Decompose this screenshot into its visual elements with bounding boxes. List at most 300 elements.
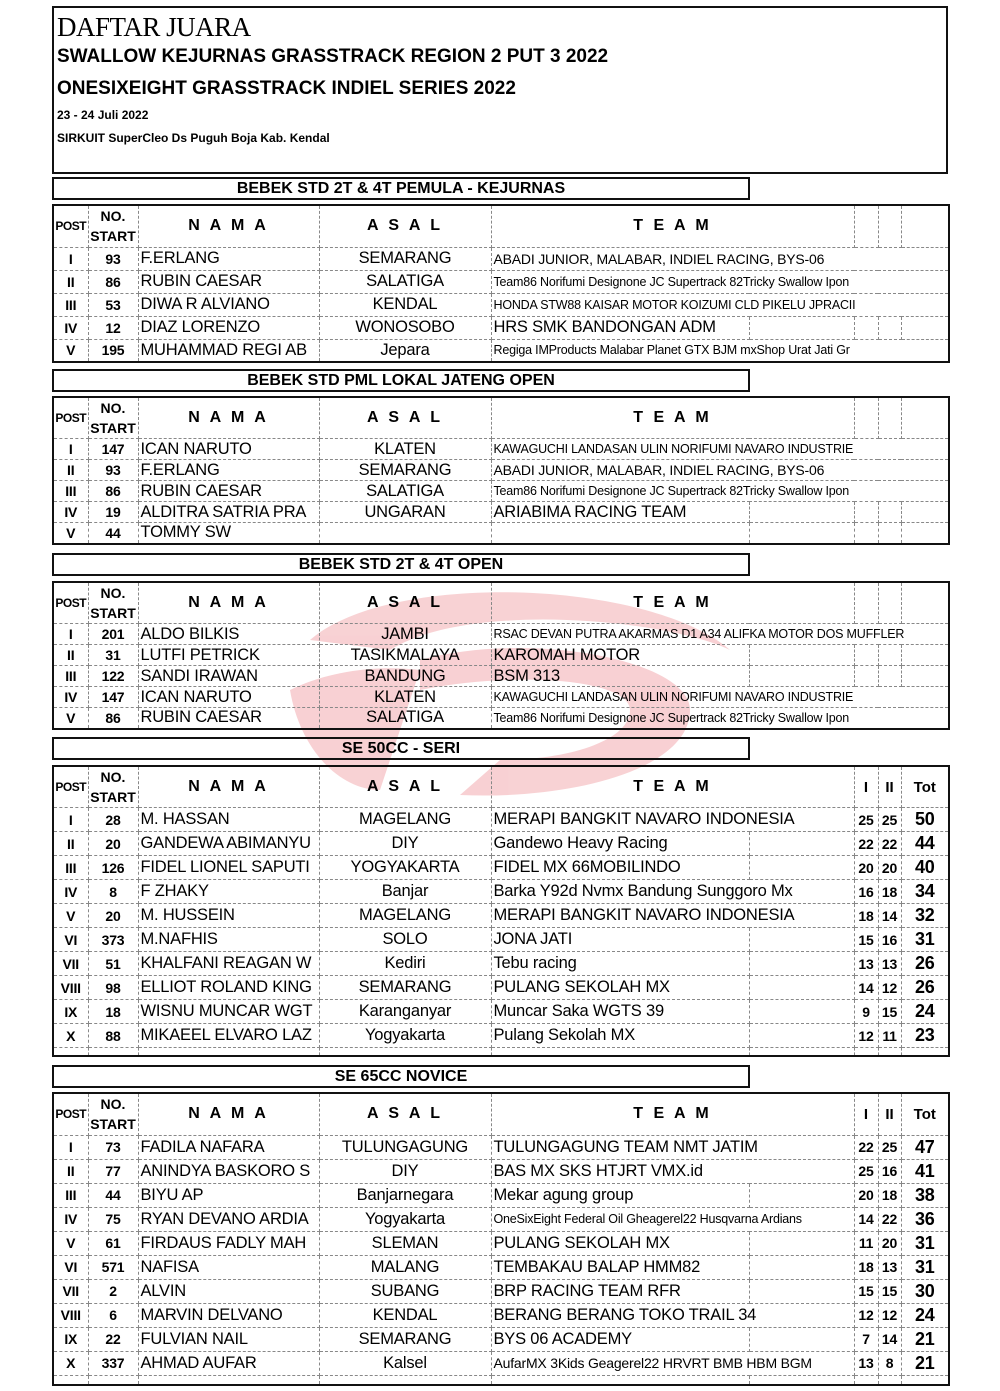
total-points-cell: 31 — [901, 1255, 949, 1279]
table-row — [53, 481, 949, 502]
rider-name-cell: ICAN NARUTO — [138, 439, 319, 460]
team-cell: ARIABIMA RACING TEAM — [491, 502, 749, 523]
team-cell: TULUNGAGUNG TEAM NMT JATIM — [491, 1135, 854, 1159]
column-header-team: T E A M — [491, 397, 854, 439]
column-header-blank — [854, 397, 878, 439]
start-number-cell: 31 — [88, 645, 138, 666]
rider-name-cell: RYAN DEVANO ARDIA — [138, 1207, 319, 1231]
race-2-points-cell: 12 — [878, 1303, 901, 1327]
race-1-points-cell: 16 — [854, 880, 878, 904]
no-label: NO. — [100, 208, 126, 225]
table-row — [53, 1231, 949, 1255]
no-label: NO. — [100, 769, 126, 785]
origin-cell: TULUNGAGUNG — [319, 1135, 491, 1159]
start-number-cell: 86 — [88, 708, 138, 729]
team-cell: KAWAGUCHI LANDASAN ULIN NORIFUMI NAVARO INDUSTRIE — [491, 687, 949, 708]
position-cell: III — [53, 481, 88, 502]
team-cell: Tebu racing — [491, 952, 749, 976]
start-number-cell: 51 — [88, 952, 138, 976]
start-number-cell: 373 — [88, 928, 138, 952]
column-header-no-start — [88, 205, 138, 247]
table-row — [53, 247, 949, 270]
table-row — [53, 808, 949, 832]
origin-cell: SALATIGA — [319, 481, 491, 502]
race-2-points-cell: 15 — [878, 1279, 901, 1303]
start-number-cell: 86 — [88, 481, 138, 502]
table-spacer-row — [53, 1375, 949, 1385]
race-2-points-cell: 18 — [878, 880, 901, 904]
results-table — [52, 204, 950, 363]
table-row — [53, 624, 949, 645]
origin-cell: SEMARANG — [319, 247, 491, 270]
document-header — [52, 6, 948, 174]
rider-name-cell: M. HUSSEIN — [138, 904, 319, 928]
column-header-asal: A S A L — [319, 1093, 491, 1135]
table-row — [53, 502, 949, 523]
position-cell: I — [53, 624, 88, 645]
origin-cell: SEMARANG — [319, 1327, 491, 1351]
team-cell: BSM 313 — [491, 666, 749, 687]
blank-cell — [901, 1048, 949, 1056]
origin-cell: Jepara — [319, 339, 491, 362]
blank-cell — [854, 523, 878, 544]
table-row — [53, 1279, 949, 1303]
start-number-cell: 93 — [88, 247, 138, 270]
race-2-points-cell: 25 — [878, 808, 901, 832]
total-points-cell: 32 — [901, 904, 949, 928]
team-extra-cell — [749, 1255, 854, 1279]
position-cell: IV — [53, 316, 88, 339]
team-cell: FIDEL MX 66MOBILINDO — [491, 856, 749, 880]
team-cell: Muncar Saka WGTS 39 — [491, 1000, 749, 1024]
column-header-total: Tot — [901, 766, 949, 808]
team-cell: OneSixEight Federal Oil Gheagerel22 Husqvarna Ardians — [491, 1207, 854, 1231]
position-cell: IV — [53, 687, 88, 708]
rider-name-cell: M. HASSAN — [138, 808, 319, 832]
blank-cell — [854, 316, 878, 339]
column-header-post: POST — [53, 1093, 88, 1135]
table-row — [53, 339, 949, 362]
race-1-points-cell: 12 — [854, 1024, 878, 1048]
column-header-team: T E A M — [491, 1093, 854, 1135]
start-label: START — [90, 605, 136, 621]
rider-name-cell: KHALFANI REAGAN W — [138, 952, 319, 976]
race-1-points-cell: 18 — [854, 904, 878, 928]
table-row — [53, 270, 949, 293]
start-number-cell: 6 — [88, 1303, 138, 1327]
rider-name-cell: DIWA R ALVIANO — [138, 293, 319, 316]
origin-cell: UNGARAN — [319, 502, 491, 523]
team-cell: MERAPI BANGKIT NAVARO INDONESIA — [491, 904, 854, 928]
results-table — [52, 396, 950, 545]
blank-cell — [901, 645, 949, 666]
team-cell: PULANG SEKOLAH MX — [491, 976, 749, 1000]
team-extra-cell — [749, 832, 854, 856]
race-2-points-cell: 14 — [878, 1327, 901, 1351]
document-title: DAFTAR JUARA — [57, 12, 251, 42]
table-header-row — [53, 1093, 949, 1135]
race-2-points-cell: 20 — [878, 856, 901, 880]
start-label: START — [90, 789, 136, 805]
origin-cell: YOGYAKARTA — [319, 856, 491, 880]
origin-cell: SOLO — [319, 928, 491, 952]
column-header-team: T E A M — [491, 205, 854, 247]
column-header-asal: A S A L — [319, 766, 491, 808]
race-2-points-cell: 16 — [878, 928, 901, 952]
origin-cell: TASIKMALAYA — [319, 645, 491, 666]
total-points-cell: 44 — [901, 832, 949, 856]
team-cell: MERAPI BANGKIT NAVARO INDONESIA — [491, 808, 854, 832]
team-extra-cell — [749, 502, 854, 523]
start-number-cell: 8 — [88, 880, 138, 904]
race-1-points-cell: 25 — [854, 1159, 878, 1183]
team-cell: BERANG BERANG TOKO TRAIL 34 — [491, 1303, 854, 1327]
position-cell: IV — [53, 1207, 88, 1231]
column-header-no-start — [88, 1093, 138, 1135]
column-header-race-2: II — [878, 766, 901, 808]
start-number-cell: 20 — [88, 832, 138, 856]
race-2-points-cell: 14 — [878, 904, 901, 928]
rider-name-cell: FIRDAUS FADLY MAH — [138, 1231, 319, 1255]
blank-cell — [854, 645, 878, 666]
rider-name-cell: F.ERLANG — [138, 247, 319, 270]
race-2-points-cell: 20 — [878, 1231, 901, 1255]
blank-cell — [854, 502, 878, 523]
race-2-points-cell: 12 — [878, 976, 901, 1000]
team-extra-cell — [749, 1183, 854, 1207]
category-title: BEBEK STD 2T & 4T PEMULA - KEJURNAS — [52, 177, 750, 200]
position-cell: V — [53, 708, 88, 729]
start-number-cell: 53 — [88, 293, 138, 316]
blank-cell — [138, 1375, 319, 1385]
rider-name-cell: TOMMY SW — [138, 523, 319, 544]
position-cell: I — [53, 1135, 88, 1159]
position-cell: V — [53, 523, 88, 544]
origin-cell: KLATEN — [319, 687, 491, 708]
race-1-points-cell: 13 — [854, 952, 878, 976]
team-cell: Regiga IMProducts Malabar Planet GTX BJM mxShop Urat Jati Gr — [491, 339, 949, 362]
no-label: NO. — [100, 1096, 126, 1113]
race-2-points-cell: 13 — [878, 952, 901, 976]
column-header-total: Tot — [901, 1093, 949, 1135]
origin-cell: Banjar — [319, 880, 491, 904]
team-cell: HONDA STW88 KAISAR MOTOR KOIZUMI CLD PIKELU JPRACII — [491, 293, 949, 316]
position-cell: II — [53, 270, 88, 293]
team-cell: RSAC DEVAN PUTRA AKARMAS D1 A34 ALIFKA MOTOR DOS MUFFLER — [491, 624, 949, 645]
table-row — [53, 460, 949, 481]
blank-cell — [901, 502, 949, 523]
column-header-blank — [901, 582, 949, 624]
position-cell: VII — [53, 1279, 88, 1303]
rider-name-cell: ELLIOT ROLAND KING — [138, 976, 319, 1000]
total-points-cell: 30 — [901, 1279, 949, 1303]
race-2-points-cell: 22 — [878, 1207, 901, 1231]
table-header-row — [53, 397, 949, 439]
team-extra-cell — [749, 645, 854, 666]
team-extra-cell — [749, 666, 854, 687]
position-cell: IX — [53, 1327, 88, 1351]
origin-cell: MAGELANG — [319, 904, 491, 928]
rider-name-cell: ICAN NARUTO — [138, 687, 319, 708]
position-cell: III — [53, 666, 88, 687]
origin-cell: Banjarnegara — [319, 1183, 491, 1207]
total-points-cell: 34 — [901, 880, 949, 904]
team-extra-cell — [749, 523, 854, 544]
team-extra-cell — [749, 1279, 854, 1303]
start-number-cell: 12 — [88, 316, 138, 339]
origin-cell: DIY — [319, 1159, 491, 1183]
table-row — [53, 976, 949, 1000]
position-cell: X — [53, 1024, 88, 1048]
position-cell: II — [53, 832, 88, 856]
origin-cell: Kalsel — [319, 1351, 491, 1375]
start-number-cell: 147 — [88, 687, 138, 708]
column-header-blank — [854, 582, 878, 624]
blank-cell — [854, 1048, 878, 1056]
race-2-points-cell: 15 — [878, 1000, 901, 1024]
rider-name-cell: MIKAEEL ELVARO LAZ — [138, 1024, 319, 1048]
blank-cell — [53, 1375, 88, 1385]
origin-cell: JAMBI — [319, 624, 491, 645]
start-number-cell: 337 — [88, 1351, 138, 1375]
race-2-points-cell: 8 — [878, 1351, 901, 1375]
origin-cell: Yogyakarta — [319, 1024, 491, 1048]
table-row — [53, 645, 949, 666]
table-row — [53, 1303, 949, 1327]
blank-cell — [491, 1048, 749, 1056]
start-number-cell: 126 — [88, 856, 138, 880]
column-header-blank — [878, 205, 901, 247]
start-number-cell: 61 — [88, 1231, 138, 1255]
results-table — [52, 1092, 950, 1386]
origin-cell: KENDAL — [319, 1303, 491, 1327]
rider-name-cell: FIDEL LIONEL SAPUTI — [138, 856, 319, 880]
position-cell: III — [53, 1183, 88, 1207]
race-1-points-cell: 25 — [854, 808, 878, 832]
race-1-points-cell: 13 — [854, 1351, 878, 1375]
position-cell: II — [53, 460, 88, 481]
event-title-2: ONESIXEIGHT GRASSTRACK INDIEL SERIES 2022 — [57, 78, 516, 99]
position-cell: IX — [53, 1000, 88, 1024]
results-table — [52, 581, 950, 730]
start-number-cell: 571 — [88, 1255, 138, 1279]
start-label: START — [90, 420, 136, 436]
position-cell: VIII — [53, 976, 88, 1000]
position-cell: I — [53, 808, 88, 832]
total-points-cell: 38 — [901, 1183, 949, 1207]
table-header-row — [53, 766, 949, 808]
table-row — [53, 856, 949, 880]
rider-name-cell: MARVIN DELVANO — [138, 1303, 319, 1327]
position-cell: X — [53, 1351, 88, 1375]
table-row — [53, 1183, 949, 1207]
race-1-points-cell: 12 — [854, 1303, 878, 1327]
position-cell: VI — [53, 1255, 88, 1279]
start-number-cell: 147 — [88, 439, 138, 460]
start-number-cell: 77 — [88, 1159, 138, 1183]
race-1-points-cell: 15 — [854, 928, 878, 952]
team-cell: ABADI JUNIOR, MALABAR, INDIEL RACING, BYS-06 — [491, 460, 949, 481]
origin-cell: SLEMAN — [319, 1231, 491, 1255]
start-number-cell: 19 — [88, 502, 138, 523]
origin-cell: SUBANG — [319, 1279, 491, 1303]
origin-cell: Kediri — [319, 952, 491, 976]
column-header-blank — [878, 397, 901, 439]
start-number-cell: 98 — [88, 976, 138, 1000]
start-number-cell: 2 — [88, 1279, 138, 1303]
rider-name-cell: AHMAD AUFAR — [138, 1351, 319, 1375]
team-cell: Pulang Sekolah MX — [491, 1024, 749, 1048]
rider-name-cell: F.ERLANG — [138, 460, 319, 481]
origin-cell: BANDUNG — [319, 666, 491, 687]
team-cell: Team86 Norifumi Designone JC Supertrack 82Tricky Swallow Ipon — [491, 270, 949, 293]
table-row — [53, 666, 949, 687]
position-cell: II — [53, 1159, 88, 1183]
blank-cell — [749, 1375, 854, 1385]
race-1-points-cell: 7 — [854, 1327, 878, 1351]
total-points-cell: 23 — [901, 1024, 949, 1048]
race-1-points-cell: 20 — [854, 1183, 878, 1207]
table-row — [53, 832, 949, 856]
total-points-cell: 24 — [901, 1303, 949, 1327]
column-header-race-1: I — [854, 766, 878, 808]
team-extra-cell — [749, 1000, 854, 1024]
rider-name-cell: GANDEWA ABIMANYU — [138, 832, 319, 856]
column-header-post: POST — [53, 582, 88, 624]
race-1-points-cell: 14 — [854, 1207, 878, 1231]
team-extra-cell — [749, 952, 854, 976]
table-row — [53, 880, 949, 904]
origin-cell — [319, 523, 491, 544]
table-row — [53, 928, 949, 952]
blank-cell — [319, 1375, 491, 1385]
team-cell: JONA JATI — [491, 928, 749, 952]
race-1-points-cell: 22 — [854, 1135, 878, 1159]
origin-cell: DIY — [319, 832, 491, 856]
event-date: 23 - 24 Juli 2022 — [57, 108, 149, 122]
blank-cell — [749, 1048, 854, 1056]
position-cell: VI — [53, 928, 88, 952]
table-header-row — [53, 582, 949, 624]
race-1-points-cell: 15 — [854, 1279, 878, 1303]
blank-cell — [878, 316, 901, 339]
event-venue: SIRKUIT SuperCleo Ds Puguh Boja Kab. Kendal — [57, 131, 330, 145]
column-header-no-start — [88, 766, 138, 808]
category-title: BEBEK STD PML LOKAL JATENG OPEN — [52, 369, 750, 392]
team-cell: BAS MX SKS HTJRT VMX.id — [491, 1159, 854, 1183]
rider-name-cell: M.NAFHIS — [138, 928, 319, 952]
total-points-cell: 24 — [901, 1000, 949, 1024]
team-cell: KAROMAH MOTOR — [491, 645, 749, 666]
origin-cell: SEMARANG — [319, 460, 491, 481]
race-1-points-cell: 14 — [854, 976, 878, 1000]
team-cell: Team86 Norifumi Designone JC Supertrack 82Tricky Swallow Ipon — [491, 481, 949, 502]
column-header-asal: A S A L — [319, 205, 491, 247]
origin-cell: KLATEN — [319, 439, 491, 460]
column-header-nama: N A M A — [138, 582, 319, 624]
position-cell: V — [53, 339, 88, 362]
category-title: BEBEK STD 2T & 4T OPEN — [52, 553, 750, 576]
table-row — [53, 1135, 949, 1159]
blank-cell — [901, 666, 949, 687]
start-number-cell: 73 — [88, 1135, 138, 1159]
start-label: START — [90, 1116, 136, 1133]
team-extra-cell — [749, 1231, 854, 1255]
start-number-cell: 88 — [88, 1024, 138, 1048]
blank-cell — [138, 1048, 319, 1056]
column-header-post: POST — [53, 766, 88, 808]
origin-cell: KENDAL — [319, 293, 491, 316]
rider-name-cell: MUHAMMAD REGI AB — [138, 339, 319, 362]
table-row — [53, 293, 949, 316]
position-cell: VII — [53, 952, 88, 976]
blank-cell — [491, 1375, 749, 1385]
position-cell: IV — [53, 502, 88, 523]
blank-cell — [854, 1375, 878, 1385]
position-cell: V — [53, 1231, 88, 1255]
no-label: NO. — [100, 585, 126, 601]
table-row — [53, 1000, 949, 1024]
start-number-cell: 20 — [88, 904, 138, 928]
blank-cell — [901, 316, 949, 339]
rider-name-cell: RUBIN CAESAR — [138, 481, 319, 502]
rider-name-cell: NAFISA — [138, 1255, 319, 1279]
race-2-points-cell: 18 — [878, 1183, 901, 1207]
blank-cell — [878, 666, 901, 687]
origin-cell: SALATIGA — [319, 270, 491, 293]
blank-cell — [901, 1375, 949, 1385]
column-header-nama: N A M A — [138, 205, 319, 247]
blank-cell — [53, 1048, 88, 1056]
table-row — [53, 1327, 949, 1351]
race-1-points-cell: 18 — [854, 1255, 878, 1279]
rider-name-cell: FADILA NAFARA — [138, 1135, 319, 1159]
table-header-row — [53, 205, 949, 247]
position-cell: III — [53, 293, 88, 316]
column-header-race-1: I — [854, 1093, 878, 1135]
origin-cell: SALATIGA — [319, 708, 491, 729]
column-header-no-start — [88, 582, 138, 624]
position-cell: I — [53, 439, 88, 460]
team-cell: BYS 06 ACADEMY — [491, 1327, 749, 1351]
origin-cell: MALANG — [319, 1255, 491, 1279]
start-number-cell: 201 — [88, 624, 138, 645]
total-points-cell: 21 — [901, 1351, 949, 1375]
column-header-blank — [854, 205, 878, 247]
team-cell: PULANG SEKOLAH MX — [491, 1231, 749, 1255]
team-cell: Gandewo Heavy Racing — [491, 832, 749, 856]
race-2-points-cell: 11 — [878, 1024, 901, 1048]
rider-name-cell: ANINDYA BASKORO S — [138, 1159, 319, 1183]
start-number-cell: 195 — [88, 339, 138, 362]
team-cell — [491, 523, 749, 544]
no-label: NO. — [100, 400, 126, 416]
total-points-cell: 41 — [901, 1159, 949, 1183]
rider-name-cell: SANDI IRAWAN — [138, 666, 319, 687]
position-cell: VIII — [53, 1303, 88, 1327]
rider-name-cell: F ZHAKY — [138, 880, 319, 904]
team-extra-cell — [749, 856, 854, 880]
column-header-nama: N A M A — [138, 1093, 319, 1135]
team-cell: HRS SMK BANDONGAN ADM — [491, 316, 749, 339]
position-cell: I — [53, 247, 88, 270]
origin-cell: Yogyakarta — [319, 1207, 491, 1231]
race-2-points-cell: 13 — [878, 1255, 901, 1279]
blank-cell — [878, 645, 901, 666]
start-number-cell: 75 — [88, 1207, 138, 1231]
table-row — [53, 1207, 949, 1231]
total-points-cell: 21 — [901, 1327, 949, 1351]
